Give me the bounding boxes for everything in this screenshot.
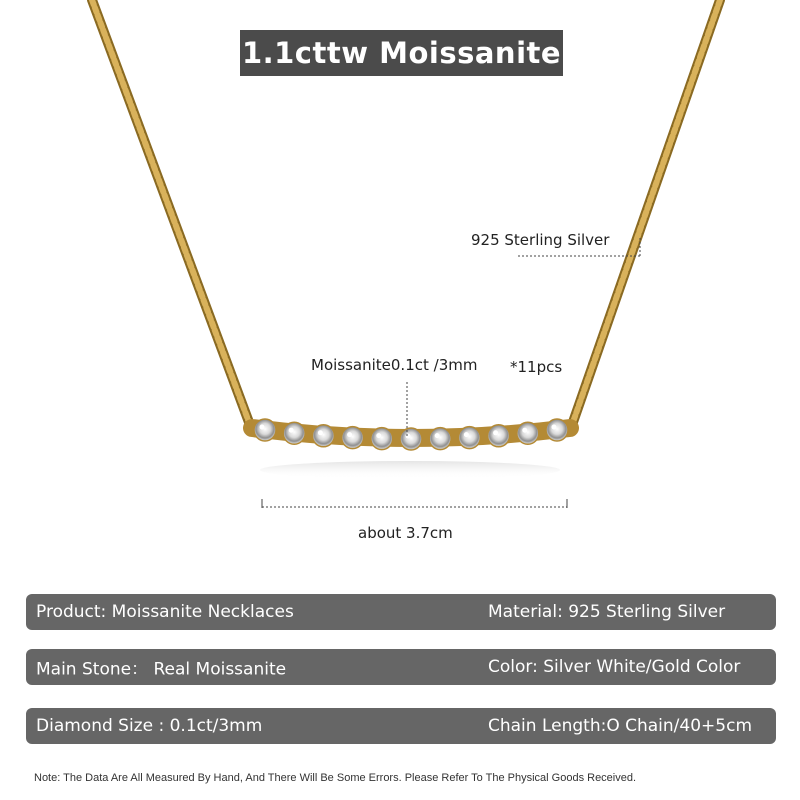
measurement-note: Note: The Data Are All Measured By Hand, And There Will Be Some Errors. Please Refer To The Physical Goods Received. [34,772,637,784]
material-spec: Material: 925 Sterling Silver [488,602,726,622]
bar-length-label: about 3.7cm [358,524,453,542]
page-title: 1.1cttw Moissanite [240,30,563,76]
stone-highlight [347,432,352,437]
moissanite-stone [342,427,364,449]
moissanite-stone [283,422,305,444]
moissanite-stone [429,428,451,450]
moissanite-stone [400,428,422,450]
stone-highlight [522,428,527,433]
length-dimension [262,499,567,508]
product-spec: Product: Moissanite Necklaces [36,602,294,622]
color-spec: Color: Silver White/Gold Color [488,657,741,677]
right-chain [572,0,720,425]
stone-highlight [289,428,294,433]
chain-material-label: 925 Sterling Silver [471,231,610,249]
moissanite-stone [312,425,334,447]
chain-length-spec: Chain Length:O Chain/40+5cm [488,716,752,736]
stone-highlight [435,433,440,438]
stone-highlight [493,430,498,435]
spec-row-stone [26,649,776,685]
stone-highlight [260,425,265,430]
spec-row-product [26,594,776,630]
moissanite-stones [254,419,568,450]
bar-reflection [260,461,560,479]
stone-highlight [464,432,469,437]
moissanite-stone [546,419,568,441]
moissanite-stone [458,427,480,449]
moissanite-stone [488,425,510,447]
stone-highlight [318,430,323,435]
stone-bar [252,419,570,450]
diamond-size-spec: Diamond Size : 0.1ct/3mm [36,716,263,736]
stone-highlight [406,434,411,439]
moissanite-stone [254,419,276,441]
stone-count-label: *11pcs [510,358,563,376]
moissanite-stone [517,422,539,444]
stone-highlight [552,425,557,430]
stone-spec-label: Moissanite0.1ct /3mm [311,356,478,374]
left-chain [92,0,250,425]
moissanite-stone [371,428,393,450]
main-stone-spec: Main Stone： Real Moissanite [36,659,287,680]
stone-highlight [376,433,381,438]
spec-row-size [26,708,776,744]
